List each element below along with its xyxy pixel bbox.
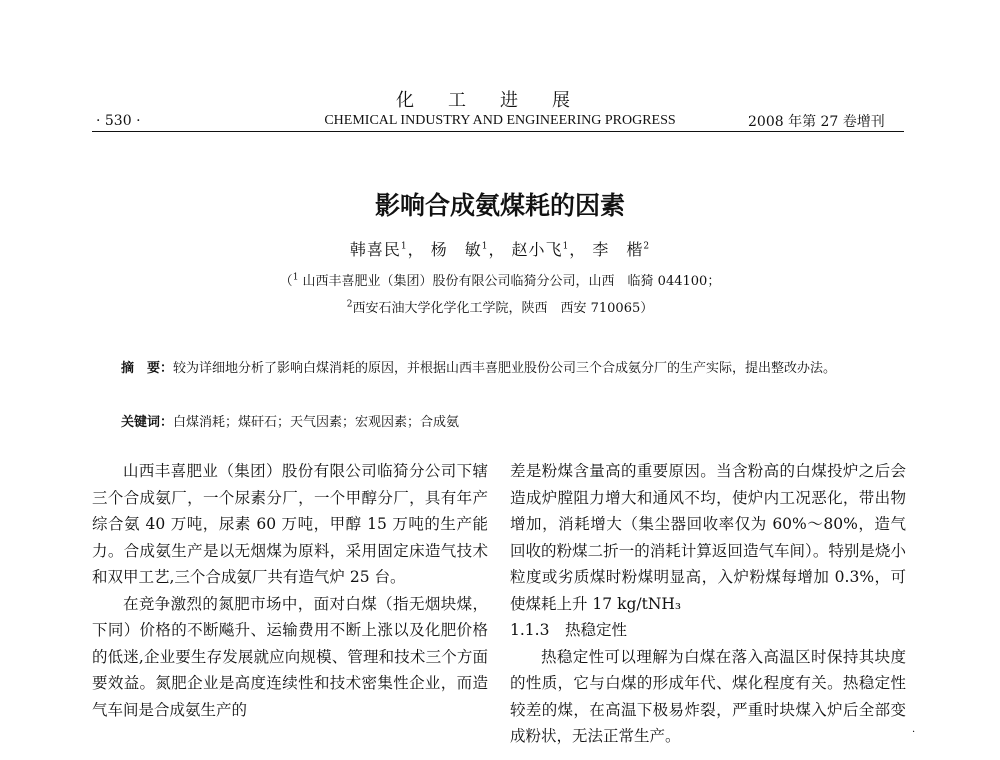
keywords-label: 关键词： — [121, 415, 174, 430]
author-name: 李 楷 — [592, 240, 644, 259]
affiliation-2: $^2$西安石油大学化学化工学院，陕西 西安 710065） — [346, 299, 654, 316]
author-name: 韩喜民 — [349, 240, 401, 259]
page-number: · 530 · — [96, 113, 141, 129]
author-separator: ， — [407, 240, 425, 259]
keywords-text: 白煤消耗；煤矸石；天气因素；宏观因素；合成氨 — [173, 415, 460, 430]
author-name: 杨 敏 — [430, 240, 482, 259]
margin-mark: · — [912, 727, 916, 738]
author-separator: ， — [488, 240, 506, 259]
affiliation-1: （$^1$ 山西丰喜肥业（集团）股份有限公司临猗分公司，山西 临猗 044100； — [279, 272, 721, 289]
body-paragraph: 在竞争激烈的氮肥市场中，面对白煤（指无烟块煤，下同）价格的不断飚升、运输费用不断上涨以及化肥价格的低迷,企业要生存发展就应向规模、管理和技术三个方面要效益。氮肥企业是高度连续性和技术密集性企业，而造气车间是合成氨生产的 — [92, 594, 488, 719]
article-title: 影响合成氨煤耗的因素 — [374, 191, 625, 220]
abstract-label: 摘 要： — [121, 361, 174, 376]
body-paragraph: 山西丰喜肥业（集团）股份有限公司临猗分公司下辖三个合成氨厂，一个尿素分厂，一个甲醇分厂，具有年产综合氨 40 万吨，尿素 60 万吨，甲醇 15 万吨的生产能力。合成氨生产是以无烟煤为原料，采用固定床造气技术和双甲工艺,三个合成氨厂共有造气炉 25 台。 — [92, 462, 488, 586]
author-separator: ， — [569, 240, 587, 259]
keywords — [121, 409, 889, 436]
author-affiliation-mark: 1 — [562, 241, 570, 252]
author-affiliation-mark: 2 — [643, 241, 651, 252]
header-rule — [92, 131, 904, 132]
author-affiliation-mark: 1 — [481, 241, 489, 252]
abstract-text: 较为详细地分析了影响白煤消耗的原因，并根据山西丰喜肥业股份公司三个合成氨分厂的生产实际，提出整改办法。 — [173, 361, 837, 376]
author-name: 赵小飞 — [511, 240, 563, 259]
body-paragraph: 差是粉煤含量高的重要原因。当含粉高的白煤投炉之后会造成炉膛阻力增大和通风不均，使炉内工况恶化，带出物增加，消耗增大（集尘器回收率仅为 60%～80%，造气回收的粉煤二折一的消耗计算返回造气车间）。特别是烧小粒度或劣质煤时粉煤明显高，入炉粉煤每增加 0.3%，可使煤耗上升 17 kg/tNH₃ — [510, 462, 906, 613]
abstract — [121, 355, 889, 382]
body-paragraph: 热稳定性可以理解为白煤在落入高温区时保持其块度的性质，它与白煤的形成年代、煤化程度有关。热稳定性较差的煤，在高温下极易炸裂，严重时块煤入炉后全部变成粉状，无法正常生产。 — [510, 647, 906, 745]
author-affiliation-mark: 1 — [400, 241, 408, 252]
section-heading: 1.1.3 热稳定性 — [510, 621, 627, 639]
issue-info: 2008 年第 27 卷增刊 — [748, 114, 885, 130]
body-left-column — [92, 458, 488, 723]
body-right-column — [510, 458, 906, 750]
author-list — [0, 237, 1000, 260]
journal-title-cn: 化工进展 — [396, 90, 604, 111]
journal-title-en: CHEMICAL INDUSTRY AND ENGINEERING PROGRESS — [324, 113, 676, 128]
